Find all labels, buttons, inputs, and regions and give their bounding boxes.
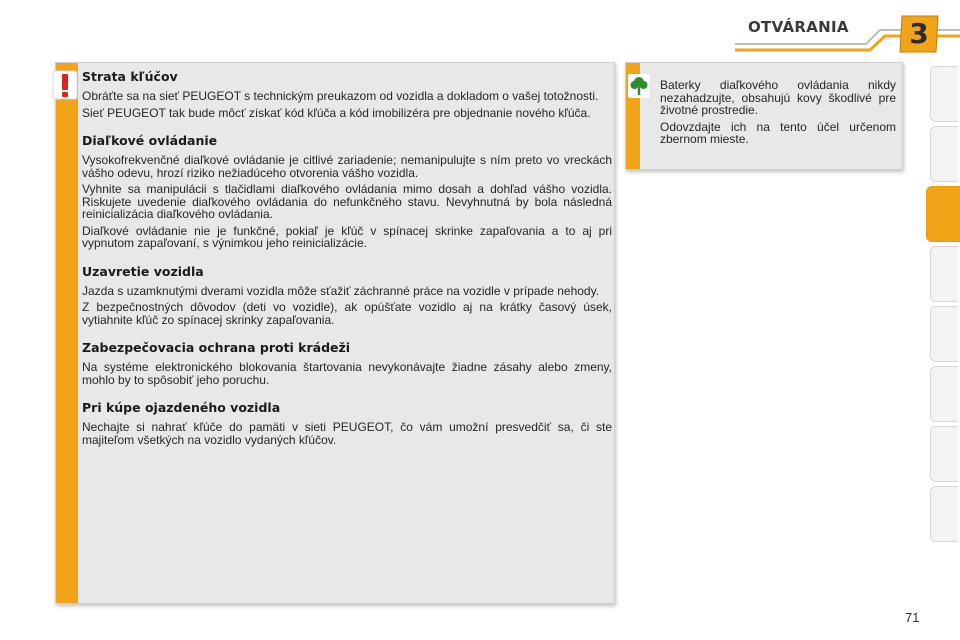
section-heading: Uzavretie vozidla [82, 263, 204, 279]
section-anti-theft [82, 340, 612, 386]
chapter-tab[interactable] [930, 246, 958, 302]
section-remote-control [82, 133, 612, 250]
chapter-tab[interactable] [930, 426, 958, 482]
section-vehicle-locking [82, 264, 612, 327]
section-heading: Diaľkové ovládanie [82, 133, 218, 148]
main-panel-stripe [56, 63, 78, 603]
section-lost-keys [82, 69, 612, 119]
side-panel-content [660, 79, 896, 150]
tree-environment-icon [628, 74, 650, 98]
chapter-tab[interactable] [930, 486, 958, 542]
chapter-tab[interactable] [930, 366, 958, 422]
page-number: 71 [905, 610, 920, 625]
chapter-badge [896, 12, 942, 56]
section-paragraph: Na systéme elektronického blokovania štartovania nevykonávajte žiadne zásahy alebo zmeny, mohlo by to spôsobiť jeho poruchu. [82, 360, 612, 387]
chapter-tab[interactable] [930, 126, 958, 182]
section-paragraph: Vysokofrekvenčné diaľkové ovládanie je citlivé zariadenie; nemanipulujte s ním preto vo vreckách vášho odevu, hrozí riziko nežiadúceho otvorenia vášho vozidla. [82, 153, 612, 180]
section-heading: Strata kľúčov [82, 69, 178, 84]
section-paragraph: Sieť PEUGEOT tak bude môcť získať kód kľúča a kód imobilizéra pre objednanie nového kľúča. [82, 105, 591, 120]
chapter-tabs [926, 66, 960, 576]
section-used-vehicle [82, 400, 612, 446]
chapter-title: OTVÁRANIA [748, 18, 849, 36]
side-paragraph: Baterky diaľkového ovládania nikdy nezahadzujte, obsahujú kovy škodlivé pre životné prostredie. [660, 78, 896, 117]
chapter-tab[interactable] [930, 66, 958, 122]
section-paragraph: Z bezpečnostných dôvodov (deti vo vozidle), ak opúšťate vozidlo aj na krátky časový úsek, vytiahnite kľúč zo spínacej skrinky zapaľovania. [82, 300, 612, 327]
section-paragraph: Obráťte sa na sieť PEUGEOT s technickým preukazom od vozidla a dokladom o vašej totožnosti. [82, 89, 599, 103]
section-paragraph: Vyhnite sa manipulácii s tlačidlami diaľkového ovládania mimo dosah a dohľad vášho vozidla. Riskujete uvedenie diaľkového ovládania do nefunkčného stavu. Nevyhnutná by bola následná reinicializácia diaľkového ovládania. [82, 182, 612, 221]
section-heading: Pri kúpe ojazdeného vozidla [82, 400, 281, 415]
environment-info-panel [625, 62, 903, 170]
section-paragraph: Diaľkové ovládanie nie je funkčné, pokiaľ je kľúč v spínacej skrinke zapaľovania a to aj pri vypnutom zapaľovaní, s výnimkou jeho reinicializácie. [82, 223, 612, 250]
section-paragraph: Jazda s uzamknutými dverami vozidla môže sťažiť záchranné práce na vozidle v prípade nehody. [82, 283, 600, 298]
chapter-tab[interactable] [930, 306, 958, 362]
main-info-panel [55, 62, 615, 604]
page-header [0, 0, 960, 60]
section-paragraph: Nechajte si nahrať kľúče do pamäti v sieti PEUGEOT, čo vám umožní presvedčiť sa, či ste majiteľom všetkých na vozidlo vydaných kľúčov. [82, 420, 612, 447]
warning-exclamation-icon [52, 70, 78, 100]
chapter-number: 3 [909, 17, 929, 50]
chapter-tab-active[interactable] [926, 186, 960, 242]
section-heading: Zabezpečovacia ochrana proti krádeži [82, 340, 351, 355]
main-panel-content [82, 69, 612, 460]
side-paragraph: Odovzdajte ich na tento účel určenom zbernom mieste. [660, 119, 896, 146]
